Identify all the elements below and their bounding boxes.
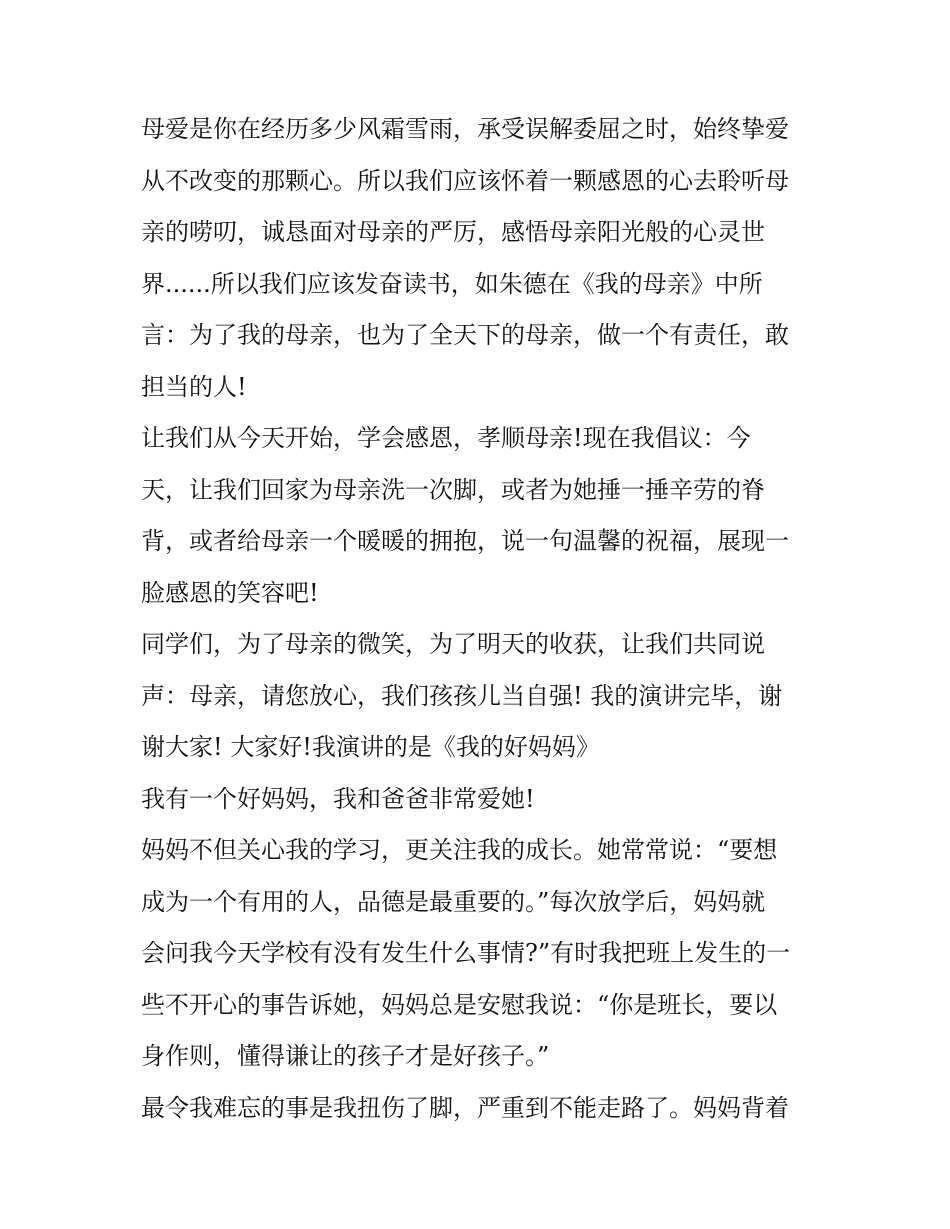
text-line: 同学们，为了母亲的微笑，为了明天的收获，让我们共同说	[141, 630, 765, 658]
text-line: 从不改变的那颗心。所以我们应该怀着一颗感恩的心去聆听母	[141, 166, 789, 195]
text-line: 言：为了我的母亲，也为了全天下的母亲，做一个有责任，敢	[141, 321, 789, 349]
text-line: 些不开心的事告诉她，妈妈总是安慰我说：“你是班长，要以	[141, 990, 778, 1019]
text-line: 脸感恩的笑容吧!	[141, 578, 319, 607]
text-line: 担当的人!	[141, 372, 247, 401]
text-line: 母爱是你在经历多少风霜雪雨，承受误解委屈之时，始终挚爱	[141, 115, 789, 143]
text-line: 妈妈不但关心我的学习，更关注我的成长。她常常说：“要想	[141, 836, 778, 864]
text-line: 天，让我们回家为母亲洗一次脚，或者为她捶一捶辛劳的脊	[141, 475, 765, 504]
text-line: 谢大家! 大家好!我演讲的是《我的好妈妈》	[141, 733, 600, 761]
text-line: 声：母亲，请您放心，我们孩孩儿当自强! 我的演讲完毕，谢	[141, 681, 783, 710]
text-line: 让我们从今天开始，学会感恩，孝顺母亲!现在我倡议：今	[141, 424, 751, 452]
text-line: 身作则，懂得谦让的孩子才是好孩子。”	[141, 1042, 550, 1070]
text-line: 成为一个有用的人，品德是最重要的。”每次放学后，妈妈就	[141, 887, 766, 916]
text-line: 背，或者给母亲一个暖暖的拥抱，说一句温馨的祝福，展现一	[141, 527, 789, 555]
text-line: 最令我难忘的事是我扭伤了脚，严重到不能走路了。妈妈背着	[141, 1093, 789, 1122]
text-line: 会问我今天学校有没有发生什么事情?”有时我把班上发生的一	[141, 939, 791, 967]
body-text	[141, 104, 821, 1134]
text-line: 亲的唠叨，诚恳面对母亲的严厉，感悟母亲阳光般的心灵世	[141, 218, 765, 246]
text-line: 界......所以我们应该发奋读书，如朱德在《我的母亲》中所	[141, 269, 763, 298]
text-line: 我有一个好妈妈，我和爸爸非常爱她!	[141, 784, 535, 813]
